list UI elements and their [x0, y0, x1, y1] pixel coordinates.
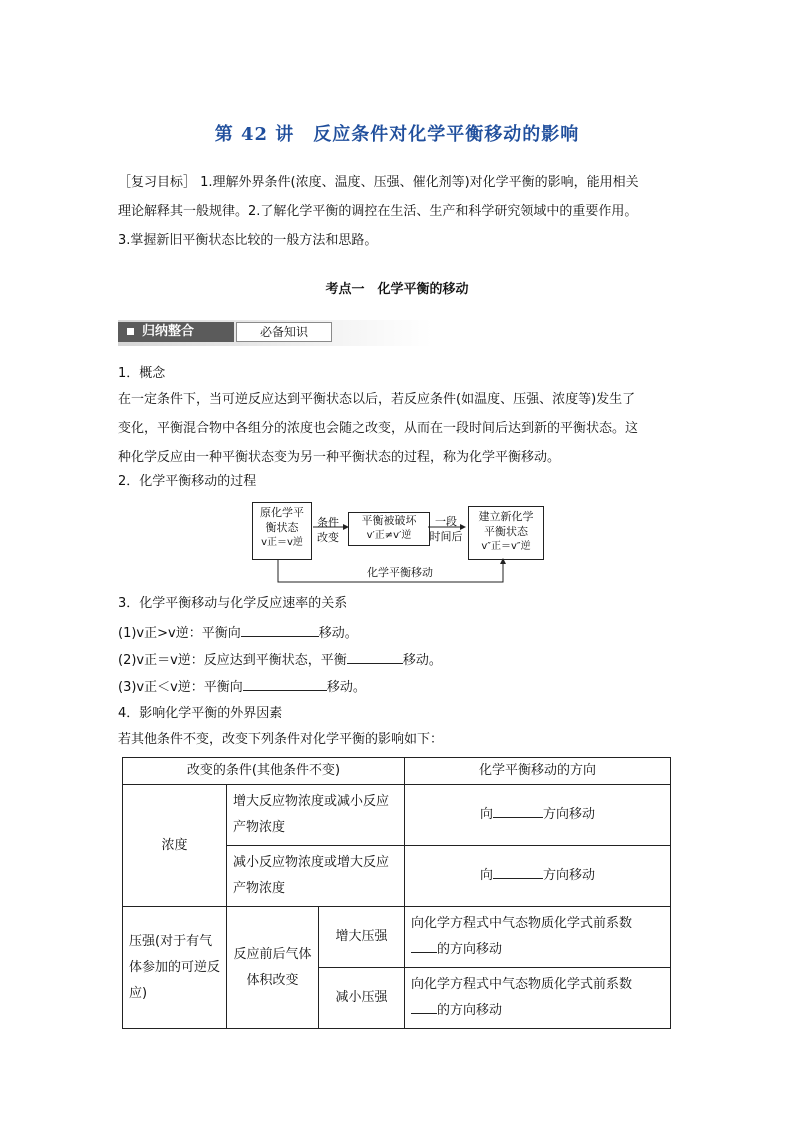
box-text: v正＝v逆	[261, 537, 303, 548]
condition-cell: 减小反应物浓度或增大反应产物浓度	[227, 846, 405, 907]
row-group-cell: 压强(对于有气体参加的可逆反应)	[123, 907, 227, 1029]
label-text: 条件	[317, 516, 339, 529]
s3-item-3	[118, 676, 366, 698]
item-text: (2)v正＝v逆：反应达到平衡状态，平衡	[118, 653, 347, 668]
arrow-1-label	[312, 515, 344, 545]
table-row	[123, 907, 671, 968]
review-objectives	[118, 168, 678, 255]
answer-cell	[405, 907, 671, 968]
cell-text: 的方向移动	[437, 1003, 503, 1018]
box-text: 平衡状态	[484, 525, 528, 538]
condition-cell: 减小压强	[319, 968, 405, 1029]
box-text: 平衡被破坏	[361, 514, 417, 527]
condition-cell: 增大压强	[319, 907, 405, 968]
section-title: 考点一 化学平衡的移动	[325, 282, 469, 297]
equilibrium-broken-box	[348, 512, 430, 546]
item-text: 移动。	[402, 653, 442, 668]
banner-left-text: 归纳整合	[142, 324, 195, 339]
sub-group-cell: 反应前后气体体积改变	[227, 907, 319, 1029]
fill-blank[interactable]	[347, 649, 403, 664]
label-text: 改变	[317, 531, 339, 544]
page-title: 第 42 讲 反应条件对化学平衡移动的影响	[214, 124, 580, 145]
s3-heading: 3．化学平衡移动与化学反应速率的关系	[118, 596, 348, 611]
cell-text: 向	[479, 807, 493, 822]
box-text: v″正＝v″逆	[481, 541, 531, 552]
box-text: 建立新化学	[478, 510, 534, 523]
cell-text: 向化学方程式中气态物质化学式前系数	[411, 916, 633, 931]
conditions-table	[122, 757, 671, 1029]
s1-heading: 1．概念	[118, 366, 166, 381]
fill-blank[interactable]	[493, 803, 543, 818]
fill-blank[interactable]	[411, 999, 437, 1014]
review-line: 理论解释其一般规律。2.了解化学平衡的调控在生活、生产和科学研究领域中的重要作用。	[118, 204, 638, 219]
item-text: (1)v正>v逆：平衡向	[118, 626, 241, 641]
flow-diagram	[250, 500, 550, 586]
item-text: (3)v正＜v逆：平衡向	[118, 680, 243, 695]
answer-cell	[405, 968, 671, 1029]
s1-line: 在一定条件下，当可逆反应达到平衡状态以后，若反应条件(如温度、压强、浓度等)发生了	[118, 392, 636, 407]
fill-blank[interactable]	[241, 622, 319, 637]
s4-heading: 4．影响化学平衡的外界因素	[118, 706, 283, 721]
table-header-row	[123, 758, 671, 785]
s4-intro: 若其他条件不变，改变下列条件对化学平衡的影响如下：	[118, 732, 444, 747]
fill-blank[interactable]	[493, 864, 543, 879]
s1-line: 种化学反应由一种平衡状态变为另一种平衡状态的过程，称为化学平衡移动。	[118, 450, 561, 465]
s3-item-1	[118, 622, 358, 644]
cell-text: 方向移动	[543, 807, 596, 822]
item-text: 移动。	[318, 626, 358, 641]
box-text: 衡状态	[265, 521, 299, 534]
label-text: 一段	[435, 515, 457, 528]
cell-text: 向化学方程式中气态物质化学式前系数	[411, 977, 633, 992]
box-text: 原化学平	[260, 506, 304, 519]
box-text: v′正≠v′逆	[366, 530, 412, 541]
header-cell: 改变的条件(其他条件不变)	[123, 758, 405, 785]
banner-label-light: 必备知识	[236, 322, 332, 342]
flow-bottom-label: 化学平衡移动	[345, 565, 455, 580]
s2-heading: 2．化学平衡移动的过程	[118, 474, 257, 489]
header-cell: 化学平衡移动的方向	[405, 758, 671, 785]
answer-cell	[405, 846, 671, 907]
cell-text: 向	[479, 868, 493, 883]
condition-cell: 增大反应物浓度或减小反应产物浓度	[227, 785, 405, 846]
review-line: ［复习目标］ 1.理解外界条件(浓度、温度、压强、催化剂等)对化学平衡的影响，能用相关	[118, 175, 639, 190]
fill-blank[interactable]	[243, 676, 327, 691]
row-group-cell: 浓度	[123, 785, 227, 907]
s3-item-2	[118, 649, 442, 671]
item-text: 移动。	[326, 680, 366, 695]
cell-text: 方向移动	[543, 868, 596, 883]
label-text: 时间后	[429, 530, 463, 543]
review-line: 3.掌握新旧平衡状态比较的一般方法和思路。	[118, 233, 378, 248]
s1-body	[118, 385, 678, 472]
table-row	[123, 785, 671, 846]
cell-text: 的方向移动	[437, 942, 503, 957]
section-banner	[118, 320, 432, 346]
new-equilibrium-box	[468, 506, 544, 560]
answer-cell	[405, 785, 671, 846]
original-equilibrium-box	[252, 502, 312, 560]
banner-label-dark	[118, 322, 234, 342]
s1-line: 变化，平衡混合物中各组分的浓度也会随之改变，从而在一段时间后达到新的平衡状态。这	[118, 421, 639, 436]
arrow-2-label	[424, 514, 468, 544]
fill-blank[interactable]	[411, 938, 437, 953]
square-bullet-icon	[127, 328, 134, 335]
